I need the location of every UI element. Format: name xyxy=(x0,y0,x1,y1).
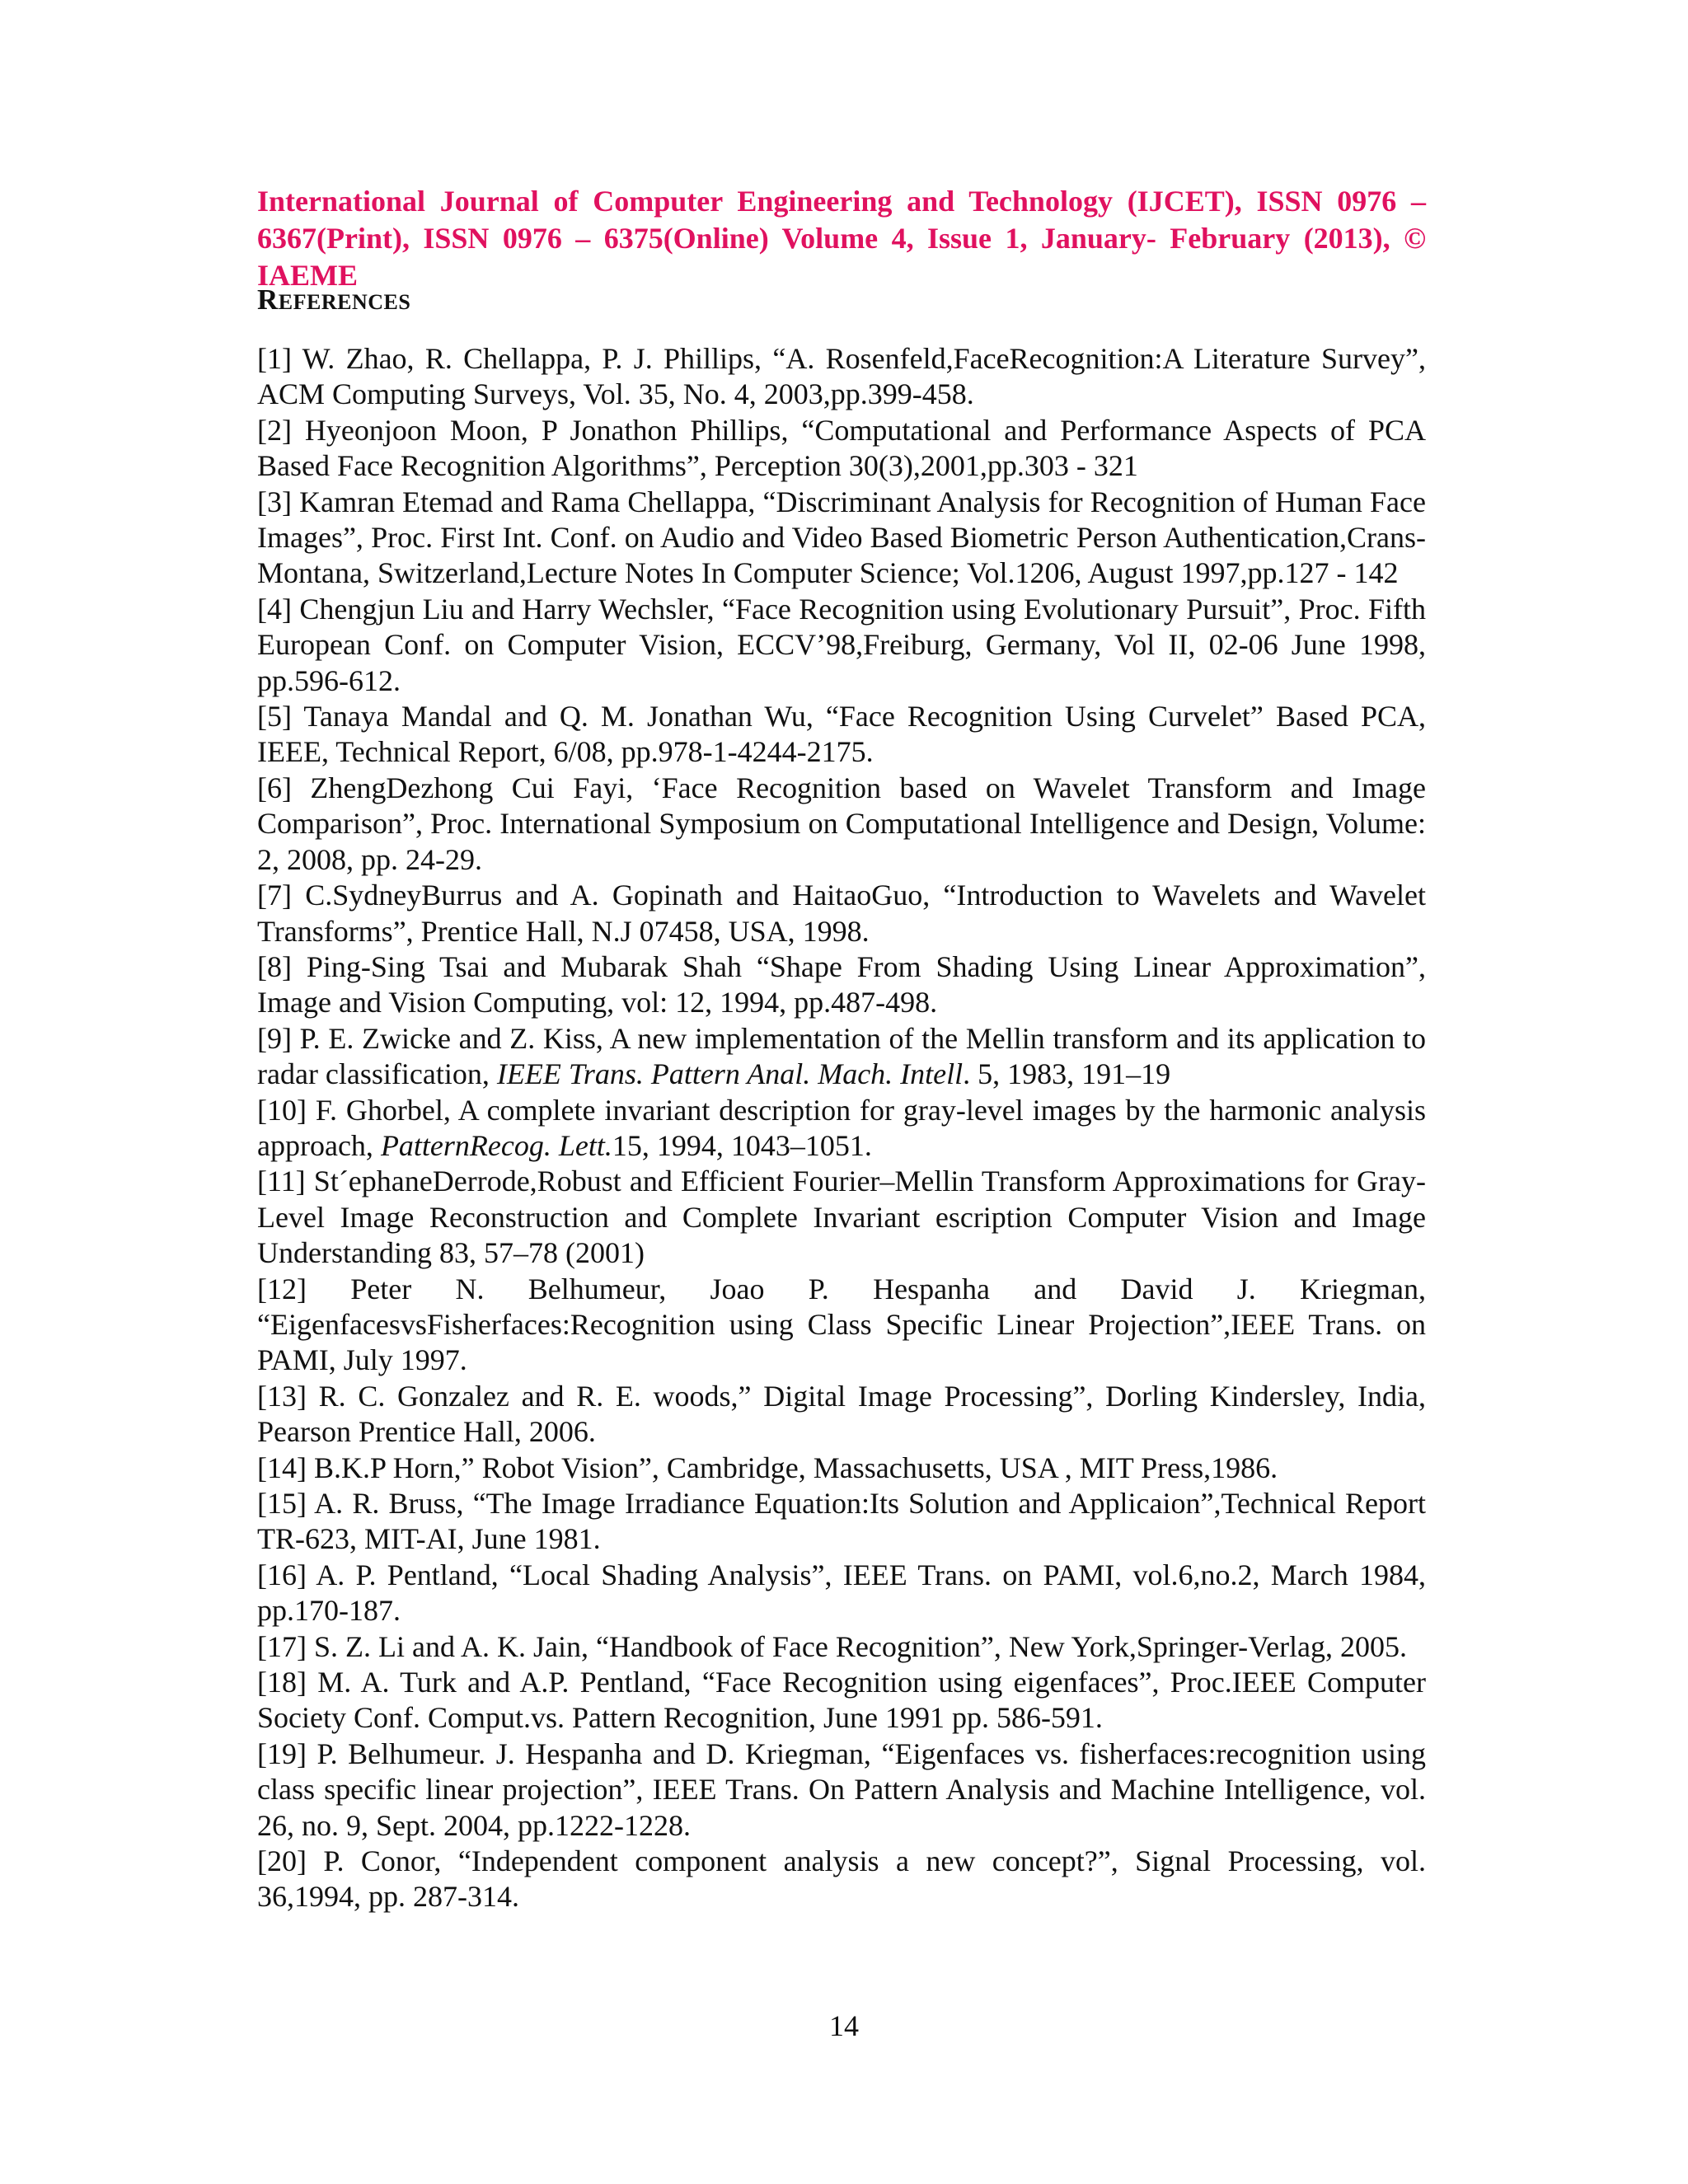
reference-item: [3] Kamran Etemad and Rama Chellappa, “Discriminant Analysis for Recognition of Human Face Images”, Proc. First Int. Conf. on Audio and Video Based Biometric Person Authentication,Crans-Montana, Switzerland,Lecture Notes In Computer Science; Vol.1206, August 1997,pp.127 - 142 xyxy=(257,485,1426,590)
reference-item: [5] Tanaya Mandal and Q. M. Jonathan Wu, “Face Recognition Using Curvelet” Based PCA, IEEE, Technical Report, 6/08, pp.978-1-4244-2175. xyxy=(257,700,1426,769)
reference-item: [4] Chengjun Liu and Harry Wechsler, “Face Recognition using Evolutionary Pursuit”, Proc. Fifth European Conf. on Computer Vision, ECCV’98,Freiburg, Germany, Vol II, 02-06 June 1998, pp.596-612. xyxy=(257,592,1426,697)
reference-item: [19] P. Belhumeur. J. Hespanha and D. Kriegman, “Eigenfaces vs. fisherfaces:recognition using class specific linear projection”, IEEE Trans. On Pattern Analysis and Machine Intelligence, vol. 26, no. 9, Sept. 2004, pp.1222-1228. xyxy=(257,1736,1426,1842)
reference-item: [11] St´ephaneDerrode,Robust and Efficient Fourier–Mellin Transform Approximations for Gray-Level Image Reconstruction and Complete Invariant escription Computer Vision and Image Understanding 83, 57–78 (2001) xyxy=(257,1165,1426,1270)
reference-item: [17] S. Z. Li and A. K. Jain, “Handbook of Face Recognition”, New York,Springer-Verlag, 2005. xyxy=(257,1629,1408,1663)
reference-item: [18] M. A. Turk and A.P. Pentland, “Face Recognition using eigenfaces”, Proc.IEEE Computer Society Conf. Comput.vs. Pattern Recognition, June 1991 pp. 586-591. xyxy=(257,1666,1426,1735)
journal-header-line-2: 6367(Print), ISSN 0976 – 6375(Online) Volume 4, Issue 1, January- February (2013), © IAEME xyxy=(257,222,1426,292)
reference-list xyxy=(257,341,1426,1915)
reference-item: [16] A. P. Pentland, “Local Shading Analysis”, IEEE Trans. on PAMI, vol.6,no.2, March 1984, pp.170-187. xyxy=(257,1558,1426,1628)
reference-item: [6] ZhengDezhong Cui Fayi, ‘Face Recognition based on Wavelet Transform and Image Comparison”, Proc. International Symposium on Computational Intelligence and Design, Volume: 2, 2008, pp. 24-29. xyxy=(257,771,1426,876)
reference-item: [13] R. C. Gonzalez and R. E. woods,” Digital Image Processing”, Dorling Kindersley, India, Pearson Prentice Hall, 2006. xyxy=(257,1379,1426,1449)
references-heading-initial: R xyxy=(257,284,279,316)
journal-name-italic: IEEE Trans. Pattern Anal. Mach. Intell xyxy=(496,1057,964,1091)
reference-item: [14] B.K.P Horn,” Robot Vision”, Cambridge, Massachusetts, USA , MIT Press,1986. xyxy=(257,1451,1278,1484)
journal-header-line-1: International Journal of Computer Engineering and Technology (IJCET), ISSN 0976 – xyxy=(257,185,1426,218)
reference-text: . 5, 1983, 191–19 xyxy=(963,1057,1171,1091)
reference-text: [10] F. Ghorbel, A complete invariant description for gray-level images by the harmonic analysis approach, xyxy=(257,1093,1426,1162)
reference-item: [7] C.SydneyBurrus and A. Gopinath and HaitaoGuo, “Introduction to Wavelets and Wavelet Transforms”, Prentice Hall, N.J 07458, USA, 1998. xyxy=(257,879,1426,948)
references-heading-rest: EFERENCES xyxy=(278,290,411,314)
reference-item xyxy=(257,1093,1426,1165)
journal-header xyxy=(257,183,1426,294)
reference-text: 15, 1994, 1043–1051. xyxy=(612,1128,872,1162)
reference-item: [15] A. R. Bruss, “The Image Irradiance Equation:Its Solution and Applicaion”,Technical Report TR-623, MIT-AI, June 1981. xyxy=(257,1487,1426,1556)
references-heading xyxy=(257,284,410,319)
reference-item: [12] Peter N. Belhumeur, Joao P. Hespanha and David J. Kriegman, “EigenfacesvsFisherfaces:Recognition using Class Specific Linear Projection”,IEEE Trans. on PAMI, July 1997. xyxy=(257,1272,1426,1377)
reference-item: [8] Ping-Sing Tsai and Mubarak Shah “Shape From Shading Using Linear Approximation”, Image and Vision Computing, vol: 12, 1994, pp.487-498. xyxy=(257,949,1426,1019)
page-number: 14 xyxy=(829,2009,859,2042)
reference-text: [9] P. E. Zwicke and Z. Kiss, A new implementation of the Mellin transform and its application to radar classification, xyxy=(257,1021,1426,1091)
journal-name-italic: PatternRecog. Lett. xyxy=(380,1128,612,1162)
reference-item: [2] Hyeonjoon Moon, P Jonathon Phillips, “Computational and Performance Aspects of PCA Based Face Recognition Algorithms”, Perception 30(3),2001,pp.303 - 321 xyxy=(257,413,1426,483)
reference-item: [20] P. Conor, “Independent component analysis a new concept?”, Signal Processing, vol. 36,1994, pp. 287-314. xyxy=(257,1844,1426,1914)
reference-item: [1] W. Zhao, R. Chellappa, P. J. Phillips, “A. Rosenfeld,FaceRecognition:A Literature Survey”, ACM Computing Surveys, Vol. 35, No. 4, 2003,pp.399-458. xyxy=(257,342,1426,411)
reference-item xyxy=(257,1021,1426,1093)
